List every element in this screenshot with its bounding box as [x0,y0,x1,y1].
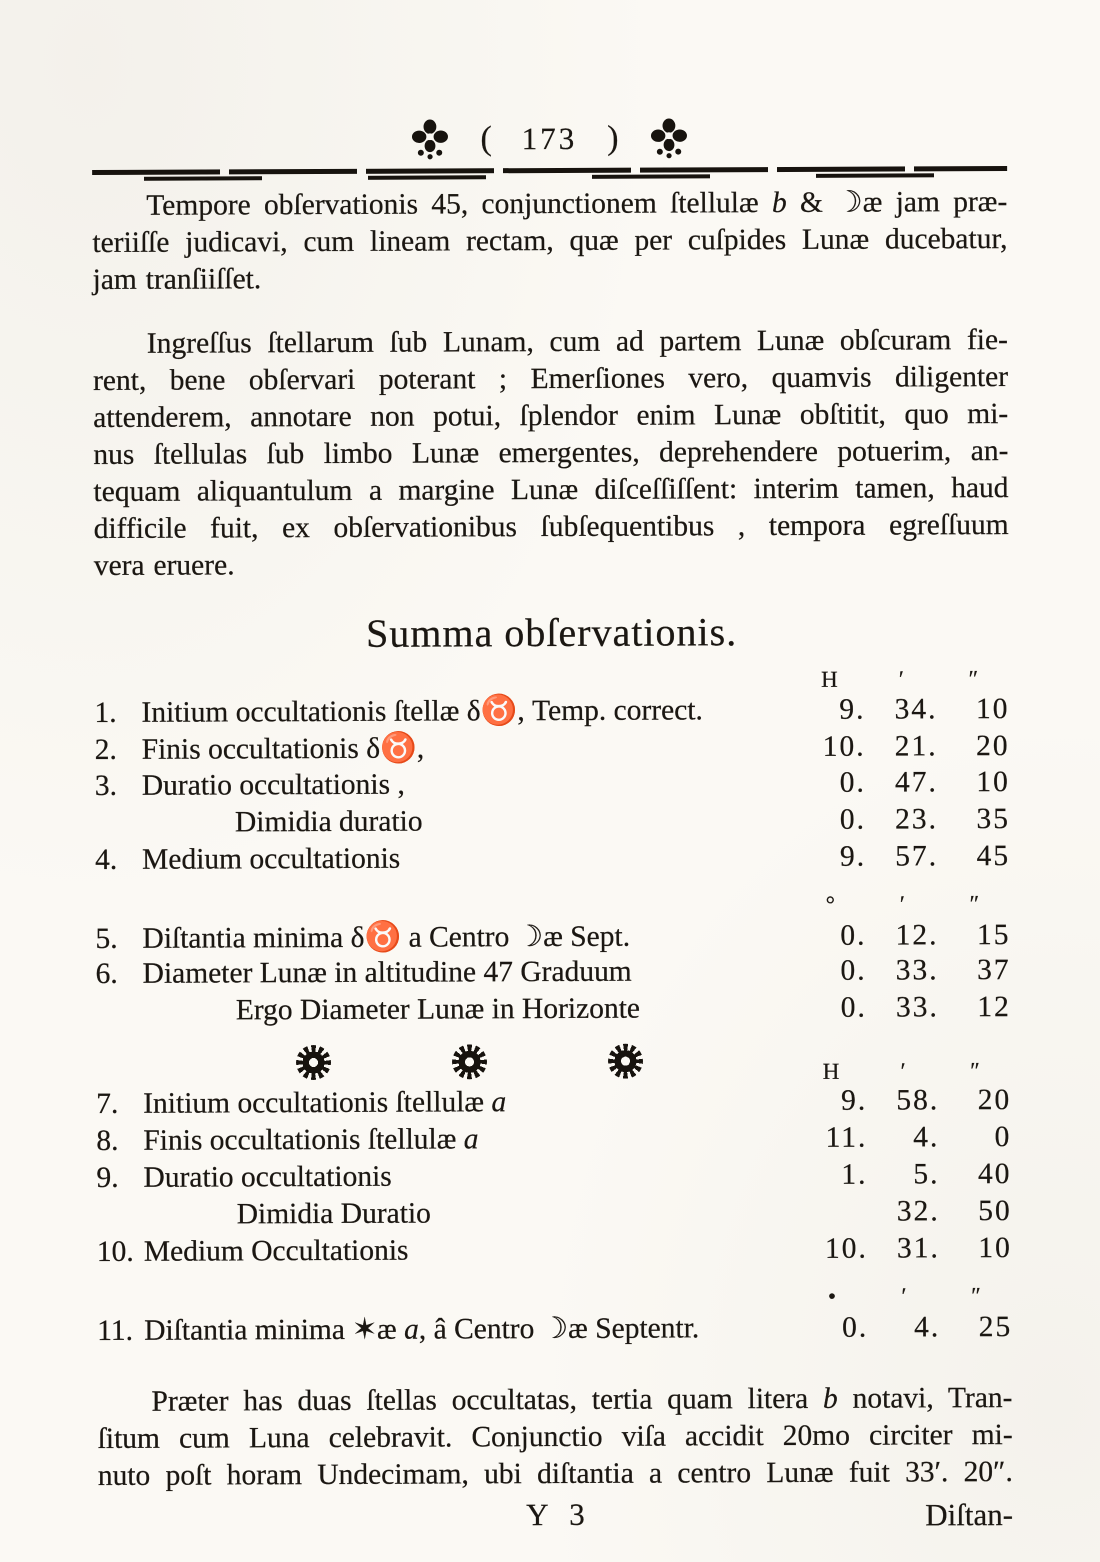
label-text: Duratio occultationis [143,1160,392,1194]
item-number: 10. [96,1235,134,1268]
hours-cell: 0. [839,766,866,799]
item-number: 9. [96,1161,119,1194]
text-line [92,184,1007,225]
line-segment: Præter has duas ſtellas occultatas, tertia quam litera [151,1382,824,1418]
minutes-cell: 12. [895,919,939,952]
line-segment: rent, bene obſervari poterant ; Emerſiones vero, quamvis diligenter [92,361,1009,398]
column-header-row [94,665,1009,696]
column-header-row [97,1282,1012,1313]
col-header-minutes: ′ [900,1058,906,1084]
seconds-cell: 10 [976,766,1010,799]
table-row [95,803,1010,844]
italic-letter: b [822,1382,838,1415]
text-line [97,1380,1012,1421]
hours-cell: 9. [840,1084,868,1117]
text-line [93,322,1008,363]
seconds-cell: 40 [977,1158,1012,1191]
line-segment: Tempore obſervationis 45, conjunctionem ſtellulæ [146,187,772,222]
italic-letter: a [491,1086,507,1119]
row-label [143,1122,795,1158]
table-row [96,991,1011,1032]
row-label [144,1233,796,1269]
col-header-seconds: ″ [969,891,980,917]
row-label [144,1310,796,1348]
page-number: 173 [521,120,578,157]
minutes-cell: 33. [895,991,939,1024]
table-row [96,1158,1011,1199]
label-text: Diſtantia minima ✶æ [144,1313,405,1347]
col-header-seconds: ″ [971,1283,981,1309]
col-header-seconds: ″ [970,1058,980,1084]
hours-cell: 10. [824,1232,868,1265]
label-text: Dimidia Duratio [236,1197,431,1231]
italic-letter: a [463,1123,479,1156]
minutes-cell: 57. [895,840,939,873]
label-text: , â Centro ☽æ Septentr. [418,1312,700,1346]
line-segment: Ingreſſus ſtellarum ſub Lunam, cum ad partem Lunæ obſcuram fie- [146,324,1008,360]
line-segment: ſitum cum Luna celebravit. Conjunctio viſa accidit 20mo circiter mi- [97,1418,1013,1455]
degrees-cell: 0. [840,954,867,987]
item-number: 7. [96,1087,119,1120]
sun-rosette-icon [607,1043,642,1078]
hours-cell: 10. [822,730,866,763]
seconds-cell: 10 [978,1231,1012,1265]
text-line [93,359,1008,400]
item-number: 11. [97,1314,134,1347]
table-row [97,1232,1012,1273]
seconds-cell: 20 [976,730,1010,763]
item-number: 5. [95,922,118,955]
page-footer [98,1495,1013,1545]
item-number: 2. [94,733,117,766]
hours-cell: 1. [841,1158,868,1191]
summary-table [94,665,1012,1350]
table-row [96,1121,1011,1162]
label-text: Dimidia duratio [234,805,423,839]
text-line [93,258,1008,299]
minutes-cell: 33. [895,954,939,987]
minutes-cell: 4. [913,1121,940,1154]
minutes-cell: 4. [913,1311,941,1344]
minutes-cell: 31. [896,1232,940,1265]
label-text: Duratio occultationis , [141,768,405,802]
row-label [143,955,795,991]
item-number: 1. [94,696,117,729]
line-segment: tequam aliquantulum a margine Lunæ diſceſſiſſent: interim tamen, haud [93,472,1009,508]
minutes-cell: 21. [894,730,938,763]
table-row [95,729,1010,770]
label-text: Diameter Lunæ in altitudine 47 Graduum [142,955,632,990]
paragraph-3 [97,1380,1012,1495]
table-row [94,692,1009,733]
divider-ornaments [143,1042,795,1080]
line-segment: jam tranſiiſſet. [92,263,262,297]
close-paren: ) [607,119,619,157]
line-segment: nuto poſt horam Undecimam, ubi diſtantia a centro Lunæ fuit 33′. 20″. [97,1455,1013,1492]
table-row [95,917,1010,958]
line-segment: teriiſſe judicavi, cum lineam rectam, quæ per cuſpides Lunæ ducebatur, [92,223,1008,260]
seconds-cell: 0 [994,1121,1012,1154]
text-line [98,1417,1013,1458]
row-label [144,1196,796,1232]
paragraph-2 [93,322,1009,585]
text-line [93,433,1008,474]
item-number: 8. [96,1124,119,1157]
label-text: Initium occultationis ſtellulæ [143,1086,492,1120]
hours-cell: 11. [825,1121,868,1154]
text-line [92,221,1007,262]
column-header-row [95,890,1010,921]
seconds-cell: 45 [976,840,1011,873]
minutes-cell: 32. [896,1195,940,1228]
row-label [143,1085,795,1121]
row-label [143,992,795,1028]
seconds-cell: 15 [976,919,1011,952]
row-label [142,767,794,803]
text-line [93,470,1008,511]
seconds-cell: 50 [978,1195,1012,1228]
catchword: Diſtan- [925,1496,1014,1533]
label-text: Diſtantia minima δ♉ a Centro ☽æ Sept. [142,920,631,955]
table-row [96,954,1011,995]
item-number: 6. [95,957,118,990]
text-line [94,507,1009,548]
degrees-cell: 0. [840,991,867,1024]
header-rule [92,166,1007,183]
hours-cell: 9. [839,693,866,726]
section-title: Summa obſervationis. [365,609,738,656]
row-label [142,841,794,877]
line-segment: attenderem, annotare non potui, ſplendor enim Lunæ obſtitit, quo mi- [93,398,1009,434]
minutes-cell: 34. [894,693,938,726]
hours-cell: 0. [839,803,867,836]
label-text: Initium occultationis ſtellæ δ♉, Temp. correct. [141,694,703,729]
label-text: Finis occultationis δ♉, [141,732,425,766]
row-label [142,804,794,840]
item-number: 3. [94,769,118,802]
page-content [92,114,1013,1545]
col-header-minutes: ′ [898,666,904,692]
minutes-cell: 47. [894,766,938,799]
table-row [97,1195,1012,1236]
table-row [95,766,1010,807]
running-head [92,114,1007,164]
col-header-degrees: • [827,1283,837,1309]
label-text: Medium Occultationis [143,1234,409,1268]
fleuron-icon [410,117,450,161]
label-text: Ergo Diameter Lunæ in Horizonte [235,992,641,1027]
table-row [96,1084,1011,1125]
hours-cell: 9. [839,840,867,873]
seconds-cell: 10 [975,693,1010,726]
row-label [142,918,794,956]
item-number: 4. [95,843,118,876]
seconds-cell: 35 [976,803,1011,836]
ornament-divider-row [96,1034,1011,1088]
italic-letter: a [403,1313,419,1346]
row-label [142,730,794,767]
col-header-minutes: ′ [899,891,905,917]
col-header-degrees: ° [825,891,835,917]
paragraph-1 [92,184,1007,299]
text-line [98,1454,1013,1495]
text-line [93,396,1008,437]
seconds-cell: 25 [978,1310,1013,1344]
sun-rosette-icon [295,1044,330,1079]
col-header-seconds: ″ [968,666,979,692]
italic-letter: b [771,186,787,220]
col-header-minutes: ′ [901,1283,907,1309]
row-label [141,693,793,730]
line-segment: nus ſtellulas ſub limbo Lunæ emergentes, deprehendere potuerim, an- [93,435,1009,471]
seconds-cell: 12 [977,991,1011,1024]
open-paren: ( [480,120,492,158]
table-row [95,840,1010,881]
minutes-cell: 23. [895,803,939,836]
line-segment: notavi, Tran- [837,1381,1013,1415]
col-header-hours: H [822,1058,840,1084]
line-segment: & ☽æ jam præ- [786,186,1008,219]
minutes-cell: 5. [913,1158,940,1191]
minutes-cell: 58. [896,1084,940,1117]
seconds-cell: 20 [977,1084,1012,1117]
table-row [97,1309,1012,1350]
sun-rosette-icon [451,1044,486,1079]
line-segment: vera eruere. [93,549,235,582]
signature-mark: Y 3 [526,1496,585,1533]
fleuron-icon [648,116,688,160]
label-text: Medium occultationis [142,842,401,876]
label-text: Finis occultationis ſtellulæ [143,1123,464,1157]
line-segment: difficile fuit, ex obſervationibus ſubſequentibus , tempora egreſſuum [93,509,1009,545]
seconds-cell: 37 [977,954,1011,987]
degrees-cell: 0. [840,919,867,952]
col-header-hours: H [820,666,838,692]
row-label [143,1159,795,1195]
text-line [94,544,1009,585]
degrees-cell: 0. [841,1311,869,1344]
